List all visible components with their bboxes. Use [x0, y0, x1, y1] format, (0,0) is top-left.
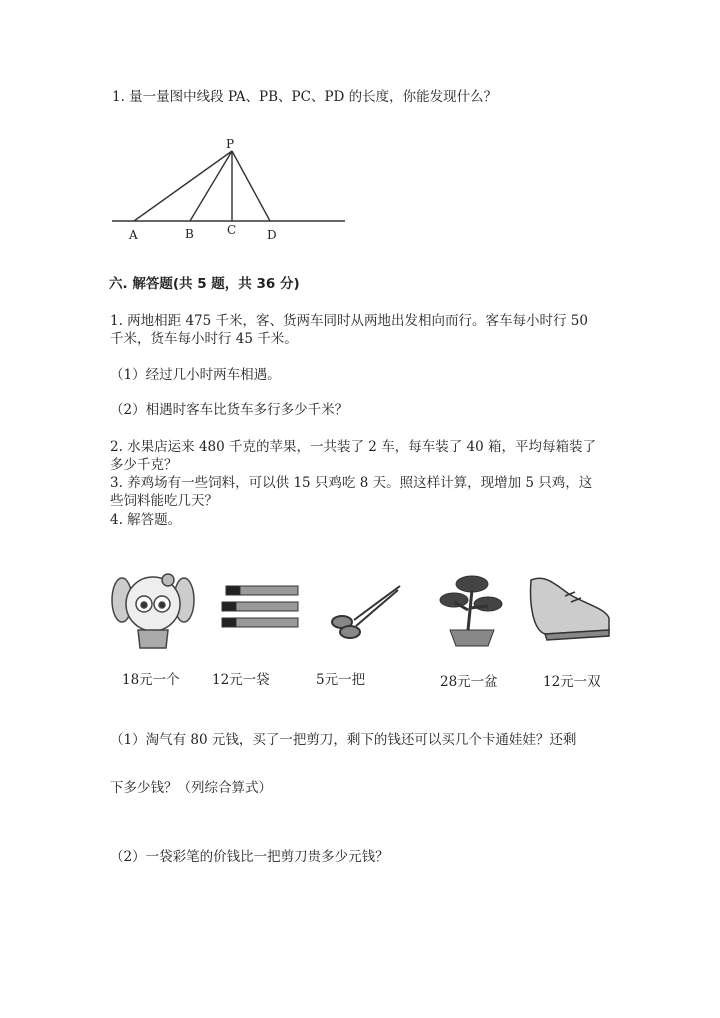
q4-sub2: （2）一袋彩笔的价钱比一把剪刀贵多少元钱？: [110, 849, 389, 865]
question-measure: 1. 量一量图中线段 PA、PB、PC、PD 的长度，你能发现什么？: [112, 89, 498, 105]
segment-pb: [190, 151, 232, 221]
bonsai-icon: [432, 570, 512, 650]
price-doll: 18元一个: [122, 672, 180, 688]
shoe-icon: [525, 574, 615, 644]
label-d: D: [267, 228, 277, 242]
label-b: B: [185, 227, 194, 241]
scissors-icon: [328, 582, 408, 642]
q4-sub1-line2: 下多少钱？（列综合算式）: [110, 780, 272, 796]
segment-pd: [232, 151, 270, 221]
q2-line1: 2. 水果店运来 480 千克的苹果，一共装了 2 车，每车装了 40 箱，平均每箱装了: [110, 439, 596, 455]
cartoon-doll-icon: [108, 562, 198, 657]
q1-line1: 1. 两地相距 475 千米，客、货两车同时从两地出发相向而行。客车每小时行 50: [110, 313, 588, 329]
price-shoe: 12元一双: [543, 674, 601, 690]
label-p: P: [226, 137, 235, 151]
price-markers: 12元一袋: [212, 672, 270, 688]
q2-line2: 多少千克？: [110, 457, 178, 473]
label-c: C: [227, 223, 237, 237]
q3-line2: 些饲料能吃几天？: [110, 493, 218, 509]
price-scissors: 5元一把: [316, 672, 366, 688]
q4-sub1-line1: （1）淘气有 80 元钱，买了一把剪刀，剩下的钱还可以买几个卡通娃娃？还剩: [110, 732, 577, 748]
segment-pa: [134, 151, 232, 221]
geometry-diagram: [0, 0, 720, 260]
label-a: A: [129, 228, 138, 242]
q1-sub1: （1）经过几小时两车相遇。: [110, 367, 281, 383]
section-heading: 六. 解答题(共 5 题，共 36 分): [109, 276, 300, 292]
q4-title: 4. 解答题。: [110, 512, 182, 528]
q1-line2: 千米，货车每小时行 45 千米。: [110, 331, 298, 347]
price-bonsai: 28元一盆: [440, 674, 498, 690]
q1-sub2: （2）相遇时客车比货车多行多少千米？: [110, 402, 349, 418]
markers-icon: [218, 582, 308, 642]
q3-line1: 3. 养鸡场有一些饲料，可以供 15 只鸡吃 8 天。照这样计算，现增加 5 只鸡，这: [110, 475, 593, 491]
